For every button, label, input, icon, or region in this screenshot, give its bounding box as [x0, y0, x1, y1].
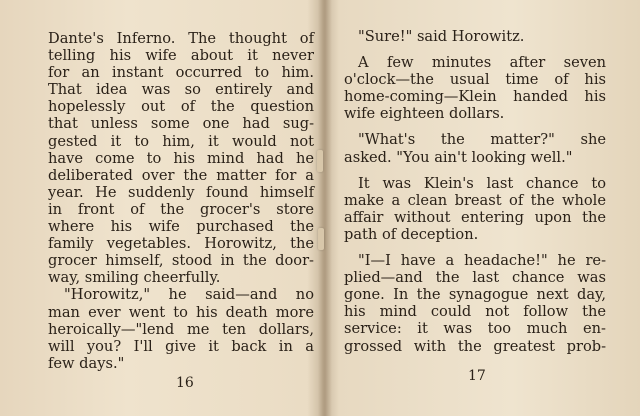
text-line: heroically—"lend me ten dollars, [48, 320, 314, 338]
paragraph-gap [344, 243, 606, 252]
text-line: home-coming—Klein handed his [344, 88, 606, 106]
text-line: o'clock—the usual time of his [344, 71, 606, 89]
left-page-number: 16 [176, 375, 194, 391]
paragraph-gap [344, 122, 606, 131]
text-line: "Horowitz," he said—and no [64, 286, 314, 304]
text-line: "What's the matter?" she [358, 131, 606, 149]
paragraph-gap [344, 166, 606, 175]
text-line: wife eighteen dollars. [344, 105, 505, 123]
text-line: year. He suddenly found himself [48, 183, 314, 201]
paragraph-gap [344, 45, 606, 54]
text-line: man ever went to his death more [48, 303, 314, 321]
right-page-number: 17 [468, 368, 486, 384]
text-line: path of deception. [344, 225, 479, 243]
right-page-text [344, 28, 606, 355]
text-line: grocer himself, stood in the door- [48, 252, 314, 270]
text-line: in front of the grocer's store [48, 200, 314, 218]
text-line: hopelessly out of the question [48, 98, 314, 116]
text-line: asked. "You ain't looking well." [344, 148, 573, 166]
text-line: way, smiling cheerfully. [48, 269, 221, 287]
text-line: "Sure!" said Horowitz. [358, 28, 525, 45]
right-page [330, 0, 640, 416]
text-line: where his wife purchased the [48, 218, 314, 236]
text-line: for an instant occurred to him. [48, 64, 314, 82]
text-line: Dante's Inferno. The thought of [48, 30, 314, 47]
text-line: will you? I'll give it back in a [48, 337, 314, 355]
text-line: that unless some one had sug- [48, 115, 314, 133]
text-line: That idea was so entirely and [48, 81, 314, 99]
text-line: family vegetables. Horowitz, the [48, 235, 314, 253]
text-line: grossed with the greatest prob- [344, 337, 606, 355]
text-line: his mind could not follow the [344, 303, 606, 321]
text-line: A few minutes after seven [358, 54, 606, 72]
text-line: "I—I have a headache!" he re- [358, 252, 606, 270]
text-line: make a clean breast of the whole [344, 191, 606, 209]
left-page-text [48, 30, 314, 372]
text-line: deliberated over the matter for a [48, 166, 314, 184]
text-line: affair without entering upon the [344, 208, 606, 226]
text-line: have come to his mind had he [48, 149, 314, 167]
text-line: telling his wife about it never [48, 47, 314, 65]
text-line: gested it to him, it would not [48, 132, 314, 150]
text-line: few days." [48, 354, 125, 372]
text-line: plied—and the last chance was [344, 269, 606, 287]
text-line: It was Klein's last chance to [358, 174, 606, 192]
text-line: service: it was too much en- [344, 320, 606, 338]
text-line: gone. In the synagogue next day, [344, 286, 606, 304]
